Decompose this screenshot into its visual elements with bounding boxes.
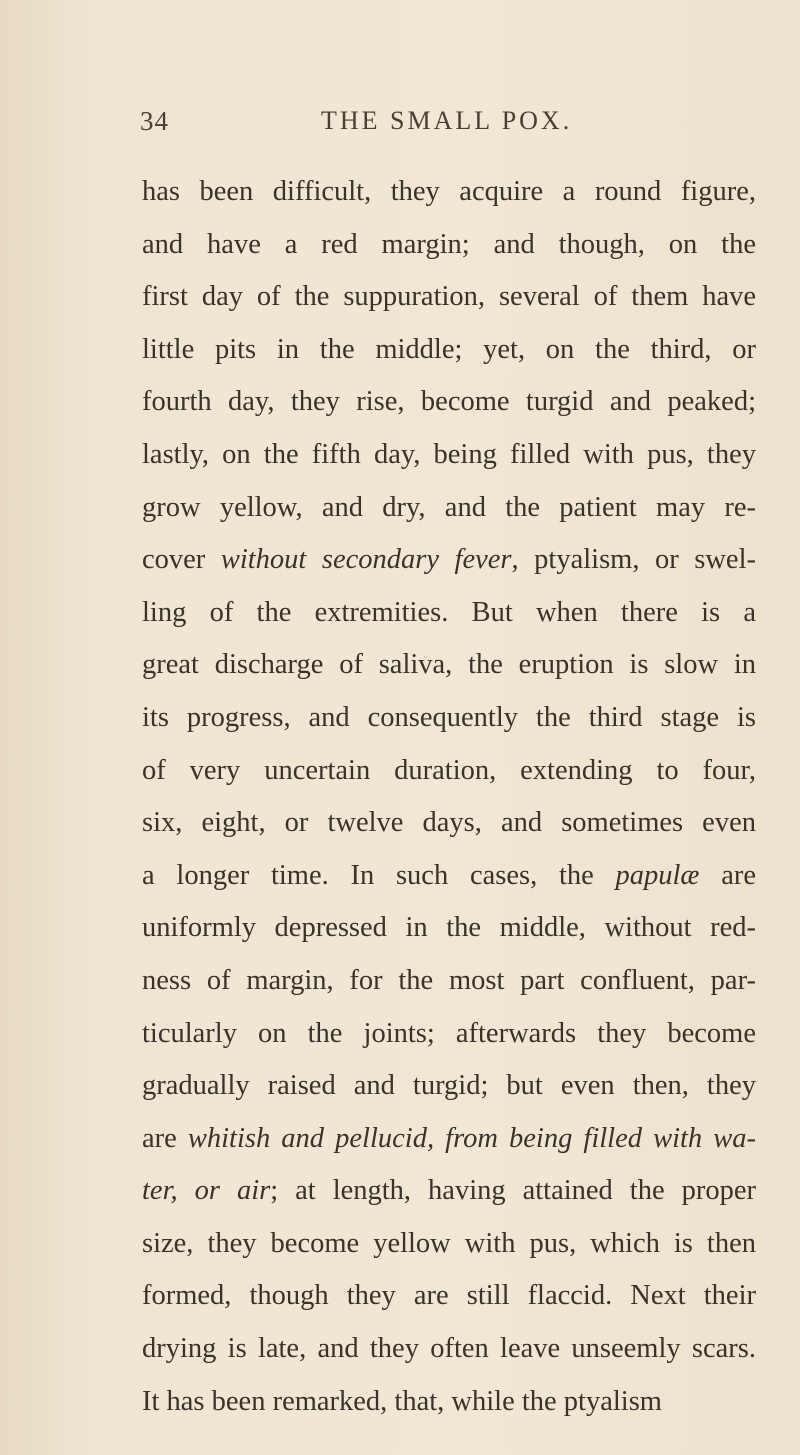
text-line	[142, 1165, 756, 1218]
text-line	[142, 955, 756, 1008]
text-line	[142, 271, 756, 324]
text-line	[142, 797, 756, 850]
text-segment: six, eight, or twelve days, and sometimes even	[142, 807, 756, 839]
text-line	[142, 376, 756, 429]
text-segment: gradually raised and turgid; but even then, they	[142, 1070, 756, 1102]
text-segment: first day of the suppuration, several of them have	[142, 281, 756, 313]
text-line	[142, 1323, 756, 1376]
text-line	[142, 429, 756, 482]
text-segment: fourth day, they rise, become turgid and peaked;	[142, 386, 756, 418]
running-title: THE SMALL POX.	[321, 106, 573, 135]
text-segment: ; at length, having attained the proper	[270, 1175, 756, 1207]
text-segment: uniformly depressed in the middle, without red-	[142, 912, 756, 944]
text-segment: lastly, on the fifth day, being filled with pus, they	[142, 438, 756, 470]
text-line	[142, 587, 756, 640]
text-line	[142, 1060, 756, 1113]
text-segment: has been difficult, they acquire a round figure,	[142, 176, 756, 207]
text-segment: a longer time. In such cases, the	[142, 859, 616, 891]
italic-segment: ter, or air	[142, 1175, 271, 1207]
text-segment: great discharge of saliva, the eruption is slow in	[142, 649, 756, 681]
text-line	[142, 902, 756, 955]
text-segment: ness of margin, for the most part confluent, par-	[142, 964, 756, 996]
text-line	[142, 482, 756, 535]
text-segment: little pits in the middle; yet, on the third, or	[142, 333, 756, 365]
text-line	[142, 692, 756, 745]
text-line	[142, 850, 756, 903]
text-line	[142, 166, 756, 219]
text-line	[142, 1218, 756, 1271]
text-line	[142, 1376, 756, 1429]
text-segment: size, they become yellow with pus, which is then	[142, 1227, 756, 1259]
text-line	[142, 534, 756, 587]
text-segment: , ptyalism, or swel-	[511, 544, 756, 576]
text-line	[142, 639, 756, 692]
text-segment: are	[142, 1122, 188, 1154]
text-segment: its progress, and consequently the third stage is	[142, 701, 756, 733]
italic-segment: papulæ	[615, 859, 700, 891]
text-segment: formed, though they are still flaccid. Next their	[142, 1280, 756, 1312]
text-segment: grow yellow, and dry, and the patient may re-	[142, 491, 756, 523]
text-segment: drying is late, and they often leave unseemly scars.	[142, 1333, 756, 1365]
text-line	[142, 1113, 756, 1166]
text-segment: of very uncertain duration, extending to four,	[142, 754, 756, 786]
running-head	[140, 106, 760, 146]
text-segment: ticularly on the joints; afterwards they become	[142, 1017, 756, 1049]
text-line	[142, 1270, 756, 1323]
text-segment: ling of the extremities. But when there is a	[142, 596, 756, 628]
italic-segment: whitish and pellucid, from being filled with wa-	[187, 1122, 756, 1154]
italic-segment: without secondary fever	[220, 544, 512, 576]
text-segment: are	[699, 859, 756, 891]
text-line	[142, 745, 756, 798]
text-segment: cover	[142, 544, 221, 576]
text-line	[142, 219, 756, 272]
body-text	[142, 166, 756, 1428]
text-segment: It has been remarked, that, while the ptyalism	[142, 1385, 662, 1417]
text-segment: and have a red margin; and though, on the	[142, 228, 756, 260]
text-line	[142, 324, 756, 377]
page-number: 34	[140, 106, 169, 136]
text-line	[142, 1008, 756, 1061]
